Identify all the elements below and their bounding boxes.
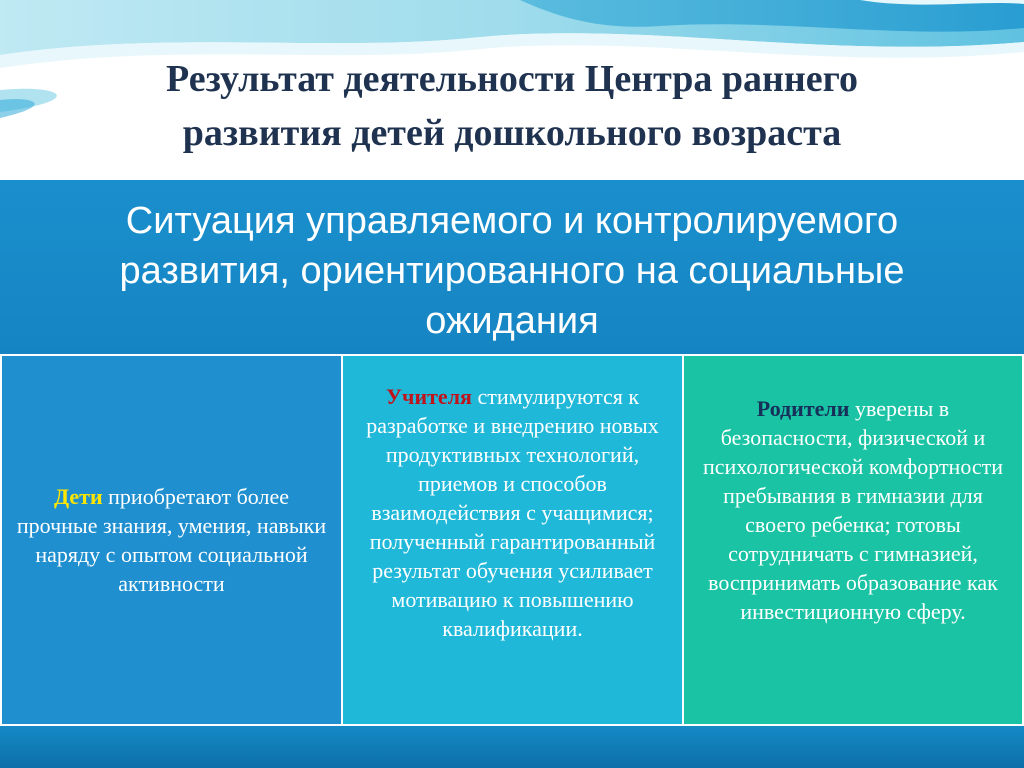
column-parents-body: уверены в безопасности, физической и психологической комфортности пребывания в гимназии для своего ребенка; готовы сотрудничать с гимназией, воспринимать образование как инвестиционную сферу. (702, 396, 1004, 624)
column-children-body: приобретают более прочные знания, умения, навыки наряду с опытом социальной активности (16, 484, 327, 596)
title-line-2: развития детей дошкольного возраста (182, 112, 842, 154)
column-teachers (343, 356, 684, 724)
results-table (0, 354, 1024, 726)
subtitle-line-1: Ситуация управляемого и контролируемого (125, 200, 899, 242)
slide-title (40, 52, 984, 160)
bottom-band (0, 724, 1024, 768)
subtitle (30, 196, 994, 346)
subtitle-line-3: ожидания (425, 300, 599, 342)
keyword-parents: Родители (756, 396, 850, 421)
title-line-1: Результат деятельности Центра раннего (166, 58, 858, 100)
keyword-teachers: Учителя (385, 384, 472, 409)
column-children-text (12, 482, 331, 598)
column-teachers-body: стимулируются к разработке и внедрению новых продуктивных технологий, приемов и способов взаимодействия с учащимися; полученный гарантированный результат обучения усиливает мотивацию к повышению квалификации. (366, 384, 659, 641)
column-parents (684, 356, 1022, 724)
column-children (2, 356, 343, 724)
subtitle-line-2: развития, ориентированного на социальные (119, 250, 905, 292)
keyword-children: Дети (54, 484, 103, 509)
column-parents-text (694, 394, 1012, 626)
column-teachers-text (353, 382, 672, 643)
